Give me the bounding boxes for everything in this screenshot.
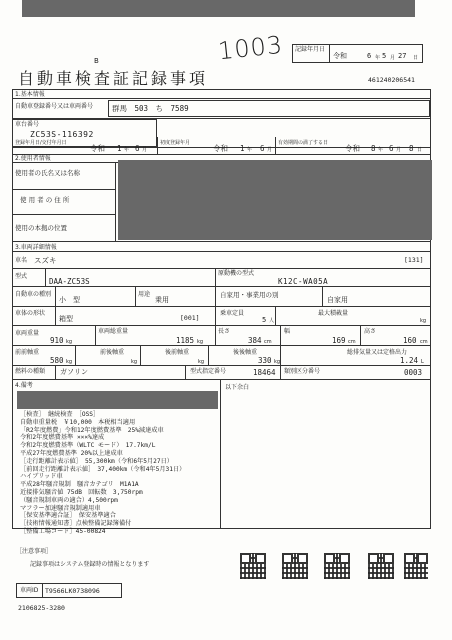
doc-number: 461240206541: [368, 76, 415, 84]
purpose-label: 自家用・事業用の別: [220, 291, 279, 299]
max-load-unit: kg: [420, 318, 427, 324]
height-value: 160: [403, 336, 417, 345]
chassis-label: 車台番号: [15, 121, 40, 128]
note-line: ［検査］ 継続検査 ［OSS］: [20, 411, 100, 418]
model-label: 型式: [15, 273, 28, 280]
first-reg-year: 1: [117, 144, 122, 153]
section-vehicle-label: 3.車両詳細情報: [15, 244, 57, 251]
rear-rear-axle-label: 後後軸重: [233, 349, 258, 356]
note-line: 「R2年度燃費」令和12年度燃費基準 25%減達成車: [20, 426, 164, 434]
record-date-day-unit: 日: [413, 55, 419, 61]
expiry-month: 6: [389, 144, 394, 153]
weight-value: 910: [50, 336, 64, 345]
make-value: スズキ: [34, 256, 57, 265]
first-year-year: 1: [240, 144, 245, 153]
category-label: 類別区分番号: [284, 368, 321, 375]
blank-below-label: 以下余白: [225, 384, 250, 391]
expiry-label: 有効期間の満了する日: [278, 140, 329, 146]
redaction-notes: [17, 391, 218, 409]
capacity-label: 乗車定員: [220, 310, 245, 317]
engine-value: K12C-WA05A: [278, 277, 329, 286]
expiry-month-unit: 月: [396, 147, 402, 153]
note-line: ［技術情報通知書］点検整備記録簿備付: [20, 520, 132, 528]
rear-front-axle-label: 後前軸重: [165, 349, 190, 356]
rear-rear-axle-value: 330: [258, 356, 272, 365]
capacity-unit: 人: [269, 318, 275, 324]
note-line: ［保安基準適合証］ 保安基準適合: [20, 512, 116, 520]
note-line: ［前回走行距離計表示値］ 37,400km（令和4年5月31日）: [20, 465, 186, 473]
gross-weight-unit: kg: [197, 339, 204, 345]
record-date-era: 令和: [333, 52, 347, 60]
first-year-era: 令和: [213, 144, 228, 153]
note-line: 平成27年度燃費基準 20%以上達成車: [20, 449, 123, 457]
vehicle-id-label: 車両ID: [20, 587, 39, 594]
record-date-month-unit: 月: [390, 55, 396, 61]
note-line: 令和2年度燃費基準（WLTC モード） 17.7km/L: [20, 442, 156, 450]
usage-label: 用途: [138, 291, 151, 298]
rear-rear-axle-unit: kg: [274, 359, 281, 365]
expiry-era: 令和: [345, 144, 360, 153]
user-name-label: 使用者の氏名又は名称: [15, 169, 80, 177]
expiry-year-unit: 年: [378, 147, 384, 153]
qr-code: [282, 553, 308, 579]
width-unit: cm: [348, 339, 356, 345]
vehicle-id-value: T9566LK0738096: [45, 587, 100, 595]
first-year-year-unit: 年: [247, 147, 253, 153]
body-shape-value: 箱型: [59, 315, 73, 323]
purpose-value: 自家用: [327, 296, 348, 304]
first-year-month-unit: 月: [267, 147, 273, 153]
weight-label: 車両重量: [15, 330, 40, 337]
make-label: 車名: [15, 257, 28, 264]
first-reg-year-unit: 年: [124, 147, 130, 153]
record-date-day: 27: [398, 52, 407, 60]
front-axle-label: 前前軸重: [15, 349, 40, 356]
displacement-value: 1.24: [400, 356, 419, 365]
doc-code: 2106825-3280: [18, 604, 65, 612]
user-address-label: 使 用 者 の 住 所: [20, 196, 70, 204]
make-code: [131]: [404, 256, 424, 264]
vehicle-type-value: 小 型: [59, 296, 80, 304]
first-year-label: 初度登録年月: [160, 140, 191, 146]
body-shape-code: [001]: [180, 314, 200, 322]
displacement-unit: L: [421, 359, 424, 365]
first-year-month: 6: [260, 144, 265, 153]
length-value: 384: [248, 336, 262, 345]
category-value: 0003: [404, 368, 423, 377]
model-value: DAA-ZC53S: [49, 277, 90, 286]
qr-code: [240, 553, 266, 579]
section-basic-label: 1.基本情報: [15, 91, 45, 98]
note-line: マフラー加速騒音規制適用車: [20, 504, 101, 512]
qr-code: [324, 553, 350, 579]
record-date-year: 6: [367, 52, 372, 60]
note-line: 自動車重量税 ￥10,000 本税相当適用: [20, 418, 136, 426]
front-rear-axle-label: 前後軸重: [100, 349, 125, 356]
handwritten-number: 1003: [216, 30, 285, 66]
qr-code: [368, 553, 394, 579]
engine-label: 原動機の型式: [218, 270, 255, 277]
reg-no-value: 群馬 503 ち 7589: [112, 104, 189, 113]
b-mark: B: [94, 57, 99, 65]
first-reg-label: 登録年月日/交付年月日: [15, 140, 67, 146]
fuel-label: 燃料の種類: [15, 368, 46, 375]
width-label: 幅: [284, 328, 291, 335]
width-value: 169: [332, 336, 346, 345]
section-user-label: 2.使用者情報: [15, 155, 51, 162]
section-notes-label: 4.備考: [15, 382, 33, 389]
rear-front-axle-unit: kg: [198, 359, 205, 365]
type-designation-label: 型式指定番号: [190, 368, 227, 375]
record-date-year-unit: 年: [375, 55, 381, 61]
note-line: 近接排気騒音値 75dB 回転数 3,750rpm: [20, 488, 143, 496]
qr-code: [404, 553, 428, 579]
fuel-value: ガソリン: [60, 368, 88, 376]
user-base-label: 使用の本拠の位置: [15, 224, 67, 232]
length-unit: cm: [264, 339, 272, 345]
note-line: 平成28年騒音規制 騒音カテゴリ M1A1A: [20, 481, 139, 489]
capacity-value: 5: [262, 316, 267, 324]
record-date-label: 記録年月日: [295, 46, 326, 53]
notice-label: ［注意事項］: [16, 548, 53, 555]
height-label: 高さ: [364, 328, 377, 335]
chassis-value: ZC53S-116392: [30, 130, 94, 139]
front-rear-axle-unit: kg: [131, 359, 138, 365]
reg-no-label: 自動車登録番号又は車両番号: [15, 103, 94, 110]
displacement-label: 総排気量又は定格出力: [347, 349, 408, 356]
note-line: ［整備工場コード］45-00824: [20, 527, 106, 535]
gross-weight-label: 車両総重量: [98, 328, 129, 335]
first-reg-era: 令和: [90, 144, 105, 153]
length-label: 長さ: [218, 328, 231, 335]
first-reg-month-unit: 月: [142, 147, 148, 153]
gross-weight-value: 1185: [176, 336, 195, 345]
front-axle-unit: kg: [66, 359, 73, 365]
vehicle-type-label: 自動車の種別: [15, 291, 52, 298]
max-load-label: 最大積載量: [318, 310, 349, 317]
notes-block: [20, 411, 185, 536]
expiry-day-unit: 日: [417, 147, 423, 153]
first-reg-month: 6: [135, 144, 140, 153]
record-date-month: 5: [382, 52, 387, 60]
usage-value: 乗用: [155, 296, 169, 304]
note-line: 令和2年度燃費基準 ×××%達成: [20, 434, 105, 442]
height-unit: cm: [420, 339, 428, 345]
note-line: （騒音規制車両の適合）4,500rpm: [20, 496, 118, 504]
page-title: 自動車検査証記録事項: [18, 69, 209, 88]
weight-unit: kg: [66, 339, 73, 345]
front-axle-value: 580: [50, 356, 64, 365]
note-line: ［走行距離計表示値］ 55,300km（令和6年5月27日）: [20, 457, 173, 465]
type-designation-value: 18464: [253, 368, 276, 377]
expiry-day: 8: [409, 144, 414, 153]
body-shape-label: 車体の形状: [15, 310, 46, 317]
notice-text: 記録事項はシステム登録時の情報となります: [30, 561, 150, 568]
note-line: ハイブリッド車: [20, 473, 63, 481]
redaction-top: [22, 0, 415, 17]
redaction-user-info: [118, 160, 432, 240]
expiry-year: 8: [371, 144, 376, 153]
